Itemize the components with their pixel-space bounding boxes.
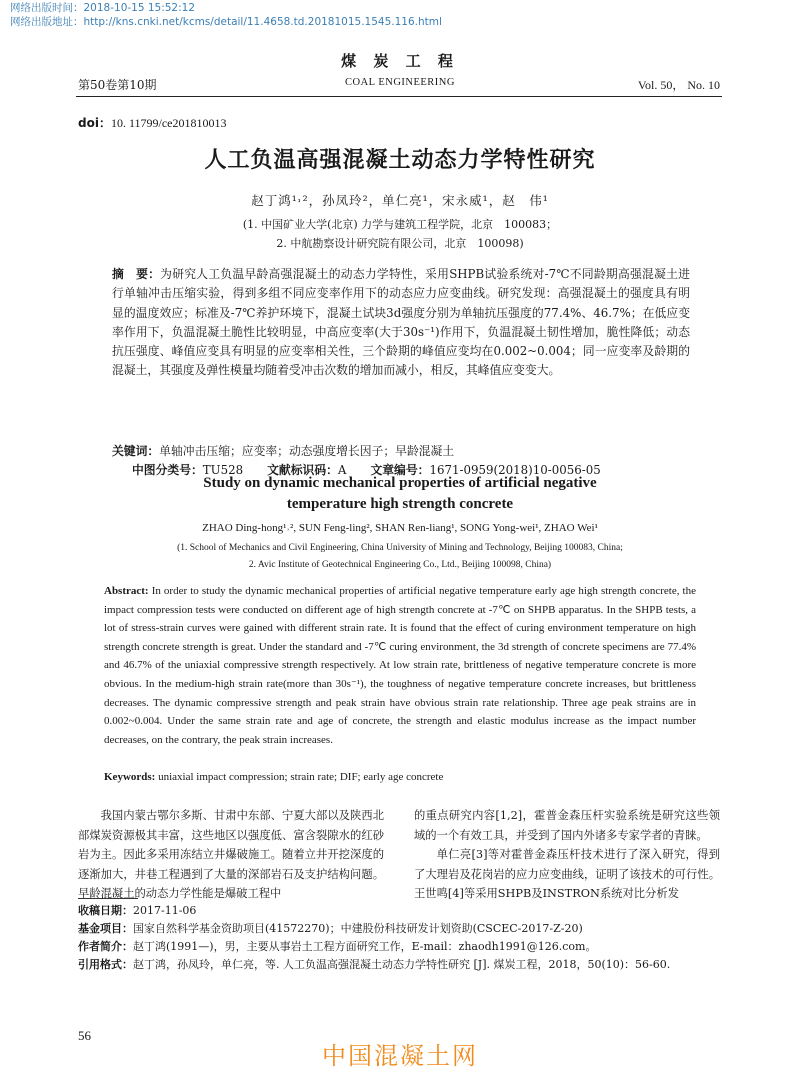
issue-cn: 第50卷第10期 — [78, 78, 157, 92]
authors-cn: 赵丁鸿¹˒²，孙凤玲²，单仁亮¹，宋永威¹，赵 伟¹ — [251, 193, 549, 208]
authors-en: ZHAO Ding-hong¹˒², SUN Feng-ling², SHAN Ren-liang¹, SONG Yong-wei¹, ZHAO Wei¹ — [202, 522, 598, 534]
affiliation-en-1: (1. School of Mechanics and Civil Engineering, China University of Mining and Technology, Beijing 100083, China; — [177, 543, 623, 553]
footnote-rule — [78, 898, 138, 899]
affiliation-cn-2: 2. 中航勘察设计研究院有限公司，北京 100098) — [276, 237, 524, 250]
body-right-paragraph-2: 单仁亮[3]等对霍普金森压杆技术进行了深入研究，得到了大理岩及花岗岩的应力应变曲线，证明了该技术的可行性。王世鸣[4]等采用SHPB及INSTRON系统对比分析发 — [414, 848, 720, 901]
keywords-cn: 关键词：单轴冲击压缩；应变率；动态强度增长因子；早龄混凝土 — [112, 444, 455, 458]
body-right-column — [414, 806, 720, 904]
paper-title-en-line-2: temperature high strength concrete — [286, 496, 514, 512]
paper-title-en-line-1: Study on dynamic mechanical properties of artificial negative — [203, 475, 597, 491]
footnote-received: 收稿日期：2017-11-06 — [78, 904, 197, 917]
body-right-paragraph-1: 的重点研究内容[1,2]，霍普金森压杆实验系统是研究这些领域的一个有效工具，并受到了国内外诸多专家学者的青睐。 — [414, 809, 720, 842]
online-publish-url[interactable]: 网络出版地址：http://kns.cnki.net/kcms/detail/11.4658.td.20181015.1545.116.html — [10, 16, 442, 28]
doi: doi：10. 11799/ce201810013 — [78, 116, 227, 130]
header-rule — [76, 96, 722, 97]
footnote-author-bio: 作者简介：赵丁鸿(1991—)，男，主要从事岩土工程方面研究工作，E-mail：zhaodh1991@126.com。 — [78, 940, 597, 953]
affiliation-cn-1: (1. 中国矿业大学(北京) 力学与建筑工程学院，北京 100083； — [242, 218, 558, 231]
abstract-cn: 摘 要：为研究人工负温早龄高强混凝土的动态力学特性，采用SHPB试验系统对-7℃不同龄期高强混凝土进行单轴冲击压缩实验，得到多组不同应变率作用下的动态应力应变曲线。研究发现：高强混凝土的强度具有明显的温度效应；标准及-7℃养护环境下，混凝土试块3d强度分别为单轴抗压强度的77.4%、46.7%；在低应变率作用下，负温混凝土脆性比较明显，中高应变率(大于30s⁻¹)作用下，负温混凝土韧性增加，脆性降低；动态抗压强度、峰值应变具有明显的应变率相关性，三个龄期的峰值应变均在0.002~0.004；同一应变率及龄期的混凝土，其强度及弹性模量均随着受冲击次数的增加而减小，相反，其峰值应变变大。 — [112, 267, 690, 378]
footnote-citation: 引用格式：赵丁鸿，孙凤玲，单仁亮，等. 人工负温高强混凝土动态力学特性研究 [J]. 煤炭工程，2018，50(10)：56-60. — [78, 958, 671, 971]
footnote-funding: 基金项目：国家自然科学基金资助项目(41572270)；中建股份科技研发计划资助(CSCEC-2017-Z-20) — [78, 922, 583, 935]
keywords-en: Keywords: uniaxial impact compression; strain rate; DIF; early age concrete — [104, 771, 444, 783]
affiliation-en-2: 2. Avic Institute of Geotechnical Engineering Co., Ltd., Beijing 100098, China) — [248, 560, 552, 570]
online-publish-time: 网络出版时间：2018-10-15 15:52:12 — [10, 2, 196, 14]
issue-en: Vol. 50， No. 10 — [637, 78, 720, 92]
abstract-en: Abstract: In order to study the dynamic mechanical properties of artificial negative temperature early age high strength concrete, the impact compression tests were conducted on different age of high strength concrete at -7℃ on SHPB apparatus. In the SHPB tests, a lot of stress-strain curves were gained with different strain rate. It is found that the effect of curing environment temperature on high strength concrete strength is great. Under the standard and -7℃ curing environment, the 3d strength of concrete specimens are 77.4% and 46.7% of the uniaxial compressive strength respectively. At low strain rate, brittleness of negative temperature concrete is more obvious. In the medium-high strain rate(more than 30s⁻¹), the toughness of negative temperature concrete increases, but brittleness decreases. The dynamic compressive strength and peak strain have obvious strain rate relationship. Three age peak strains are in 0.002~0.004. Under the same strain rate and age of concrete, the strength and elastic modulus increase as the impact number decreases, on the contrary, the peak strain increases. — [104, 585, 696, 746]
paper-title-cn: 人工负温高强混凝土动态力学特性研究 — [204, 148, 596, 173]
watermark-text: 中国混凝土网 — [322, 1042, 478, 1070]
classification-line: 中图分类号：TU528 文献标识码：A 文章编号：1671-0959(2018)10-0056-05 — [132, 463, 601, 477]
page-number: 56 — [78, 1028, 91, 1043]
journal-title-en: COAL ENGINEERING — [345, 77, 455, 88]
journal-title-cn: 煤 炭 工 程 — [341, 52, 459, 70]
body-left-column: 我国内蒙古鄂尔多斯、甘肃中东部、宁夏大部以及陕西北部煤炭资源极其丰富，这些地区以强度低、富含裂隙水的红砂岩为主。因此多采用冻结立井爆破施工。随着立井开挖深度的逐渐加大，井巷工程遇到了大量的深部岩石及支护结构问题。早龄混凝土的动态力学性能是爆破工程中 — [78, 809, 384, 901]
